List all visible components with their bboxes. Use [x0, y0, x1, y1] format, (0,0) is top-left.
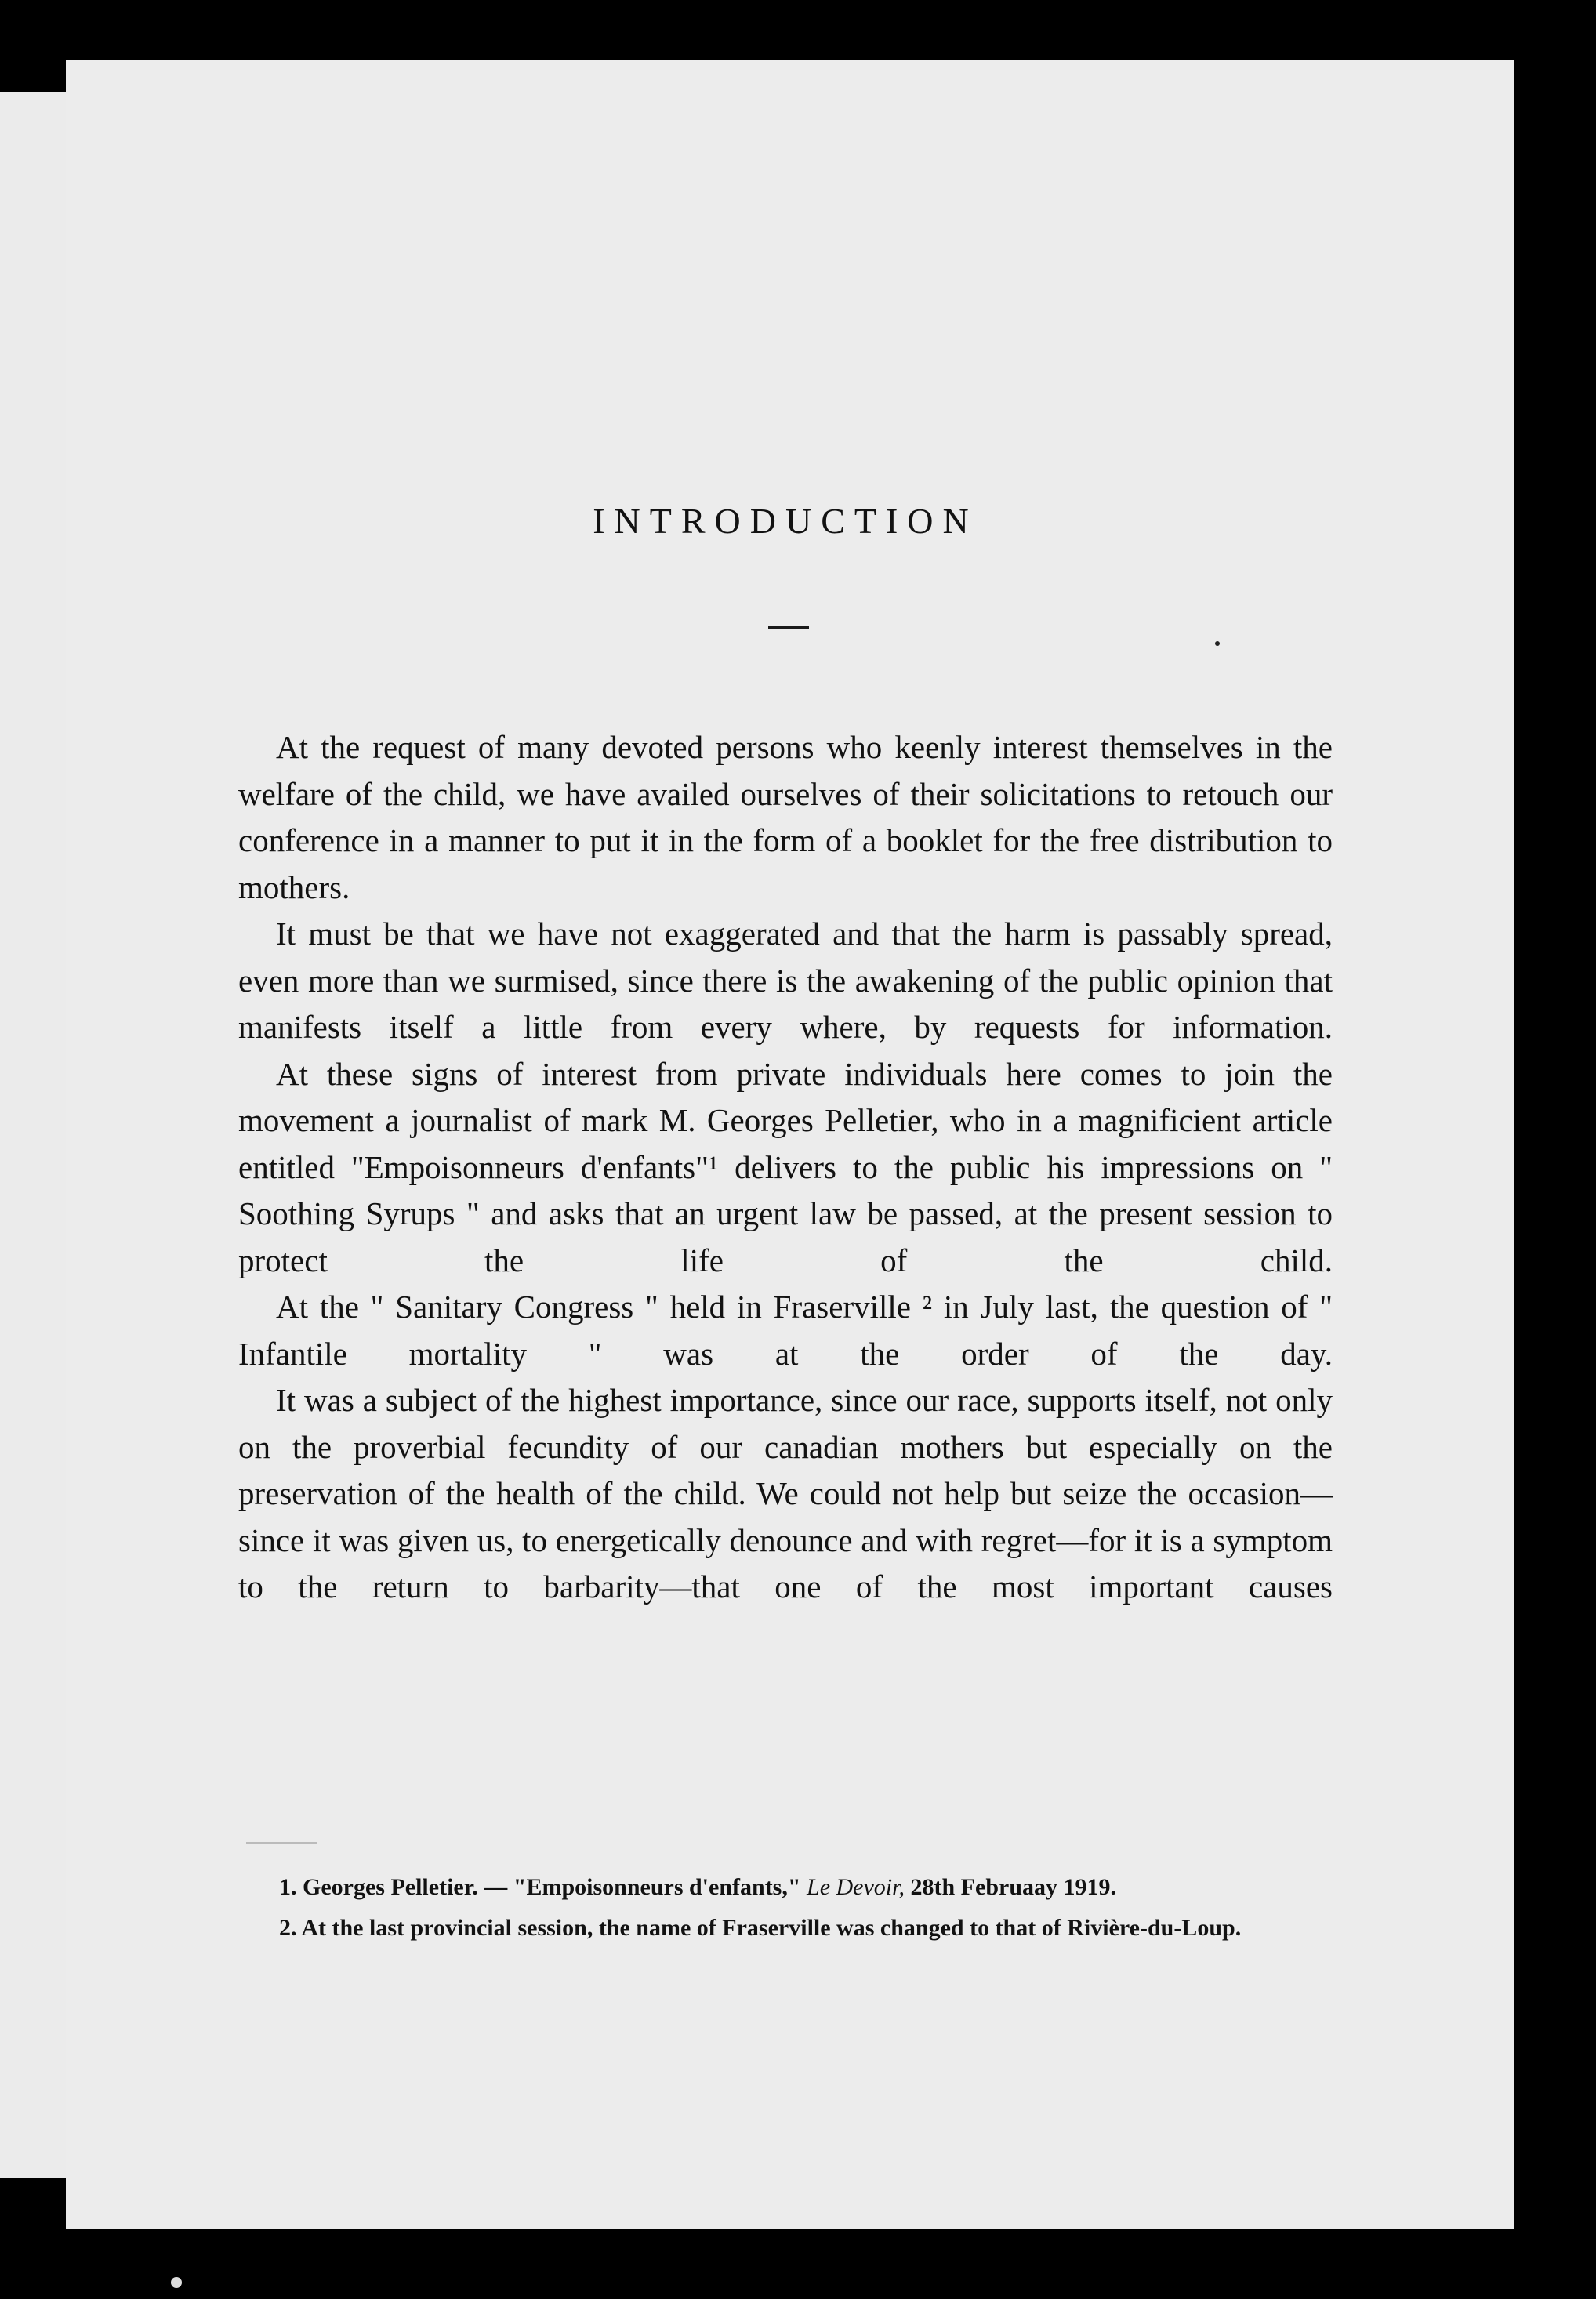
paragraph-1: At the request of many devoted persons who keenly interest themselves in the welfare of the child, we have availed ourselves of their solicitations to retouch our conference in a manner to put it in the form of a booklet for the free distribution to mothers. — [238, 729, 1333, 905]
footnote-2: 2. At the last provincial session, the name of Fraserville was changed to that of Rivière-du-Loup. — [279, 1915, 1242, 1941]
paragraph-3: At these signs of interest from private individuals here comes to join the movement a journalist of mark M. Georges Pelletier, who in a magnificient article entitled "Empoisonneurs d'enfants"¹ delivers to the public his impressions on " Soothing Syrups " and asks that an urgent law be passed, at the present session to protect the life of the child. — [238, 1055, 1333, 1278]
page-title: INTRODUCTION — [593, 501, 978, 541]
paragraph-4: At the " Sanitary Congress " held in Fraserville ² in July last, the question of " Infantile mortality " was at the order of the day. — [238, 1289, 1333, 1372]
scan-speck — [1215, 641, 1220, 646]
paragraph-5: It was a subject of the highest importance, since our race, supports itself, not only on the proverbial fecundity of our canadian mothers but especially on the preservation of the health of the child. We could not help but seize the occasion—since it was given us, to energetically denounce and with regret—for it is a symptom to the return to barbarity—that one of the most important causes — [238, 1382, 1333, 1605]
footnote-1-text: 1. Georges Pelletier. — "Empoisonneurs d'enfants," — [279, 1874, 801, 1900]
paragraph-2: It must be that we have not exaggerated and that the harm is passably spread, even more than we surmised, since there is the awakening of the public opinion that manifests itself a little from every where, by requests for information. — [238, 916, 1333, 1045]
document-page — [66, 60, 1514, 2229]
scan-speck — [171, 2277, 182, 2288]
footnote-1 — [238, 1870, 1333, 1905]
footnote-1-date: 28th Februaay 1919. — [910, 1874, 1116, 1900]
footnote-divider — [246, 1842, 317, 1844]
body-text — [238, 724, 1333, 1611]
footnote-1-journal: Le Devoir, — [807, 1874, 905, 1900]
footnotes — [238, 1870, 1333, 1952]
title-separator — [768, 626, 809, 629]
adjacent-page-edge — [0, 92, 70, 2178]
